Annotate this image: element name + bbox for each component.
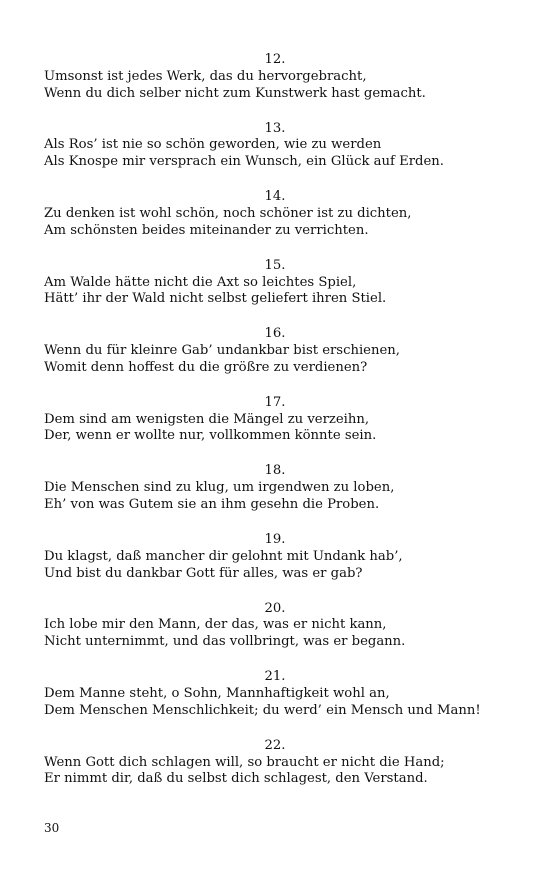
verse-list (44, 52, 506, 806)
verse (44, 532, 506, 582)
verse-number: 13. (264, 120, 286, 136)
verse-line: Der, wenn er wollte nur, vollkommen könnte sein. (44, 428, 377, 444)
verse (44, 258, 506, 308)
verse-line: Du klagst, daß mancher dir gelohnt mit Undank hab’, (44, 548, 403, 564)
verse-line: Am Walde hätte nicht die Axt so leichtes Spiel, (44, 274, 357, 290)
verse-line: Die Menschen sind zu klug, um irgendwen zu loben, (44, 480, 395, 496)
verse-line: Ich lobe mir den Mann, der das, was er nicht kann, (44, 617, 387, 633)
verse (44, 738, 506, 788)
verse (44, 121, 506, 171)
verse-line: Womit denn hoffest du die größre zu verdienen? (44, 359, 368, 375)
verse-line: Eh’ von was Gutem sie an ihm gesehn die Proben. (44, 497, 380, 513)
verse-number: 16. (264, 326, 286, 342)
verse-line: Wenn Gott dich schlagen will, so braucht er nicht die Hand; (44, 754, 445, 770)
verse (44, 52, 506, 102)
verse-number: 17. (264, 394, 286, 410)
verse (44, 669, 506, 719)
verse-line: Wenn du für kleinre Gab’ undankbar bist erschienen, (44, 343, 400, 359)
verse-line: Als Knospe mir versprach ein Wunsch, ein Glück auf Erden. (44, 154, 444, 170)
verse-line: Als Ros’ ist nie so schön geworden, wie zu werden (44, 137, 382, 153)
verse (44, 601, 506, 651)
verse-line: Umsonst ist jedes Werk, das du hervorgebracht, (44, 68, 367, 84)
verse-line: Dem Manne steht, o Sohn, Mannhaftigkeit wohl an, (44, 686, 390, 701)
verse-line: Dem Menschen Menschlichkeit; du werd’ ein Mensch und Mann! (44, 702, 481, 718)
verse-line: Am schönsten beides miteinander zu verrichten. (44, 222, 369, 238)
verse-number: 20. (264, 600, 286, 616)
verse-number: 19. (264, 532, 286, 548)
verse-line: Und bist du dankbar Gott für alles, was er gab? (44, 565, 363, 581)
verse (44, 189, 506, 239)
page-number: 30 (44, 821, 60, 835)
verse-number: 18. (264, 463, 286, 479)
verse-line: Nicht unternimmt, und das vollbringt, was er begann. (44, 634, 406, 650)
verse-line: Hätt’ ihr der Wald nicht selbst geliefert ihren Stiel. (44, 291, 387, 307)
verse-number: 15. (264, 257, 286, 273)
verse-number: 14. (264, 189, 286, 205)
verse-line: Er nimmt dir, daß du selbst dich schlagest, den Verstand. (44, 771, 428, 787)
verse-number: 22. (264, 737, 286, 753)
verse-number: 12. (264, 52, 286, 67)
verse-line: Dem sind am wenigsten die Mängel zu verzeihn, (44, 411, 370, 427)
verse-number: 21. (264, 669, 286, 685)
verse (44, 395, 506, 445)
verse-line: Wenn du dich selber nicht zum Kunstwerk hast gemacht. (44, 85, 426, 101)
verse (44, 463, 506, 513)
verse-line: Zu denken ist wohl schön, noch schöner ist zu dichten, (44, 205, 412, 221)
verse (44, 326, 506, 376)
